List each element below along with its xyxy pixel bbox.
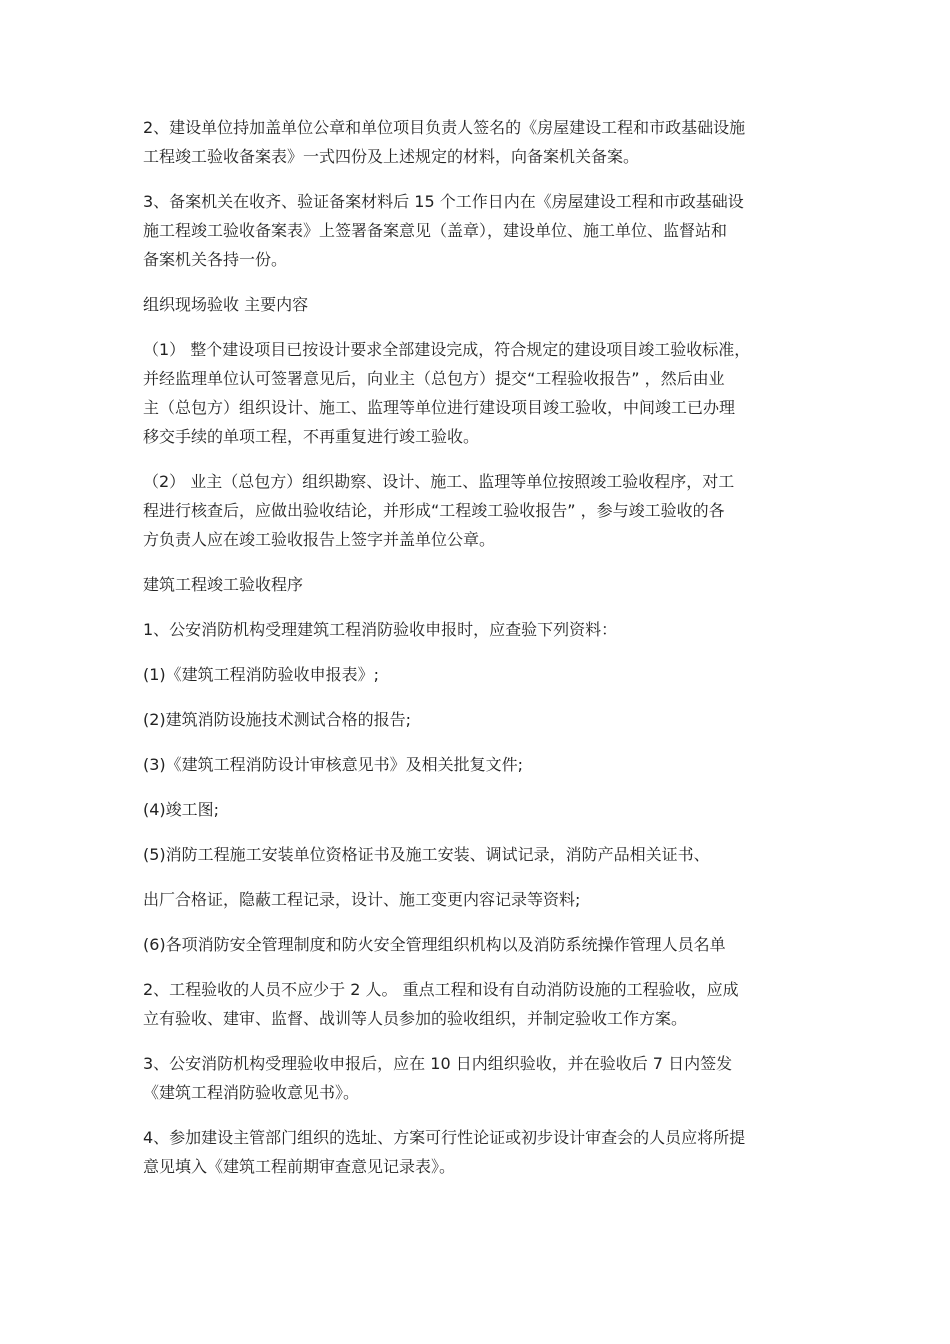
text-line: 立有验收、建审、监督、战训等人员参加的验收组织，并制定验收工作方案。 (143, 1009, 688, 1028)
text-line: 3、公安消防机构受理验收申报后，应在 10 日内组织验收，并在验收后 7 日内签发 (143, 1054, 733, 1073)
text-line: 移交手续的单项工程，不再重复进行竣工验收。 (143, 427, 480, 446)
paragraph (143, 1123, 833, 1181)
paragraph (143, 705, 833, 734)
text-line: 意见填入《建筑工程前期审查意见记录表》。 (143, 1157, 456, 1176)
paragraph (143, 187, 833, 274)
paragraph (143, 335, 833, 451)
text-line: (5)消防工程施工安装单位资格证书及施工安装、调试记录，消防产品相关证书、 (143, 845, 710, 864)
paragraph (143, 840, 833, 869)
paragraph (143, 795, 833, 824)
text-line: 组织现场验收 主要内容 (143, 295, 309, 314)
text-line: （2） 业主（总包方）组织勘察、设计、施工、监理等单位按照竣工验收程序，对工 (143, 472, 735, 491)
text-line: 备案机关各持一份。 (143, 250, 288, 269)
paragraph (143, 975, 833, 1033)
paragraph (143, 885, 833, 914)
text-line: (4)竣工图; (143, 800, 220, 819)
document-page (143, 113, 833, 1197)
text-line: 程进行核查后，应做出验收结论，并形成“工程竣工验收报告” ，参与竣工验收的各 (143, 501, 725, 520)
text-line: (6)各项消防安全管理制度和防火安全管理组织机构以及消防系统操作管理人员名单 (143, 935, 726, 954)
text-line: 1、公安消防机构受理建筑工程消防验收申报时，应查验下列资料： (143, 620, 618, 639)
text-line: (3)《建筑工程消防设计审核意见书》及相关批复文件; (143, 755, 524, 774)
paragraph (143, 570, 833, 599)
text-line: 主（总包方）组织设计、施工、监理等单位进行建设项目竣工验收，中间竣工已办理 (143, 398, 736, 417)
paragraph (143, 1049, 833, 1107)
paragraph (143, 615, 833, 644)
text-line: (2)建筑消防设施技术测试合格的报告; (143, 710, 412, 729)
text-line: 3、备案机关在收齐、验证备案材料后 15 个工作日内在《房屋建设工程和市政基础设 (143, 192, 744, 211)
text-line: 2、建设单位持加盖单位公章和单位项目负责人签名的《房屋建设工程和市政基础设施 (143, 118, 746, 137)
text-line: 并经监理单位认可签署意见后，向业主（总包方）提交“工程验收报告” ，然后由业 (143, 369, 725, 388)
text-line: 出厂合格证，隐蔽工程记录，设计、施工变更内容记录等资料; (143, 890, 581, 909)
text-line: 工程竣工验收备案表》一式四份及上述规定的材料，向备案机关备案。 (143, 147, 640, 166)
paragraph (143, 113, 833, 171)
text-line: 方负责人应在竣工验收报告上签字并盖单位公章。 (143, 530, 496, 549)
text-line: 《建筑工程消防验收意见书》。 (143, 1083, 360, 1102)
text-line: 4、参加建设主管部门组织的选址、方案可行性论证或初步设计审查会的人员应将所提 (143, 1128, 746, 1147)
paragraph (143, 660, 833, 689)
text-line: （1） 整个建设项目已按设计要求全部建设完成，符合规定的建设项目竣工验收标准， (143, 340, 751, 359)
text-line: (1)《建筑工程消防验收申报表》; (143, 665, 380, 684)
text-line: 施工程竣工验收备案表》上签署备案意见（盖章），建设单位、施工单位、监督站和 (143, 221, 728, 240)
paragraph (143, 467, 833, 554)
paragraph (143, 930, 833, 959)
text-line: 建筑工程竣工验收程序 (143, 575, 304, 594)
paragraph (143, 750, 833, 779)
text-line: 2、工程验收的人员不应少于 2 人。 重点工程和设有自动消防设施的工程验收，应成 (143, 980, 739, 999)
paragraph (143, 290, 833, 319)
